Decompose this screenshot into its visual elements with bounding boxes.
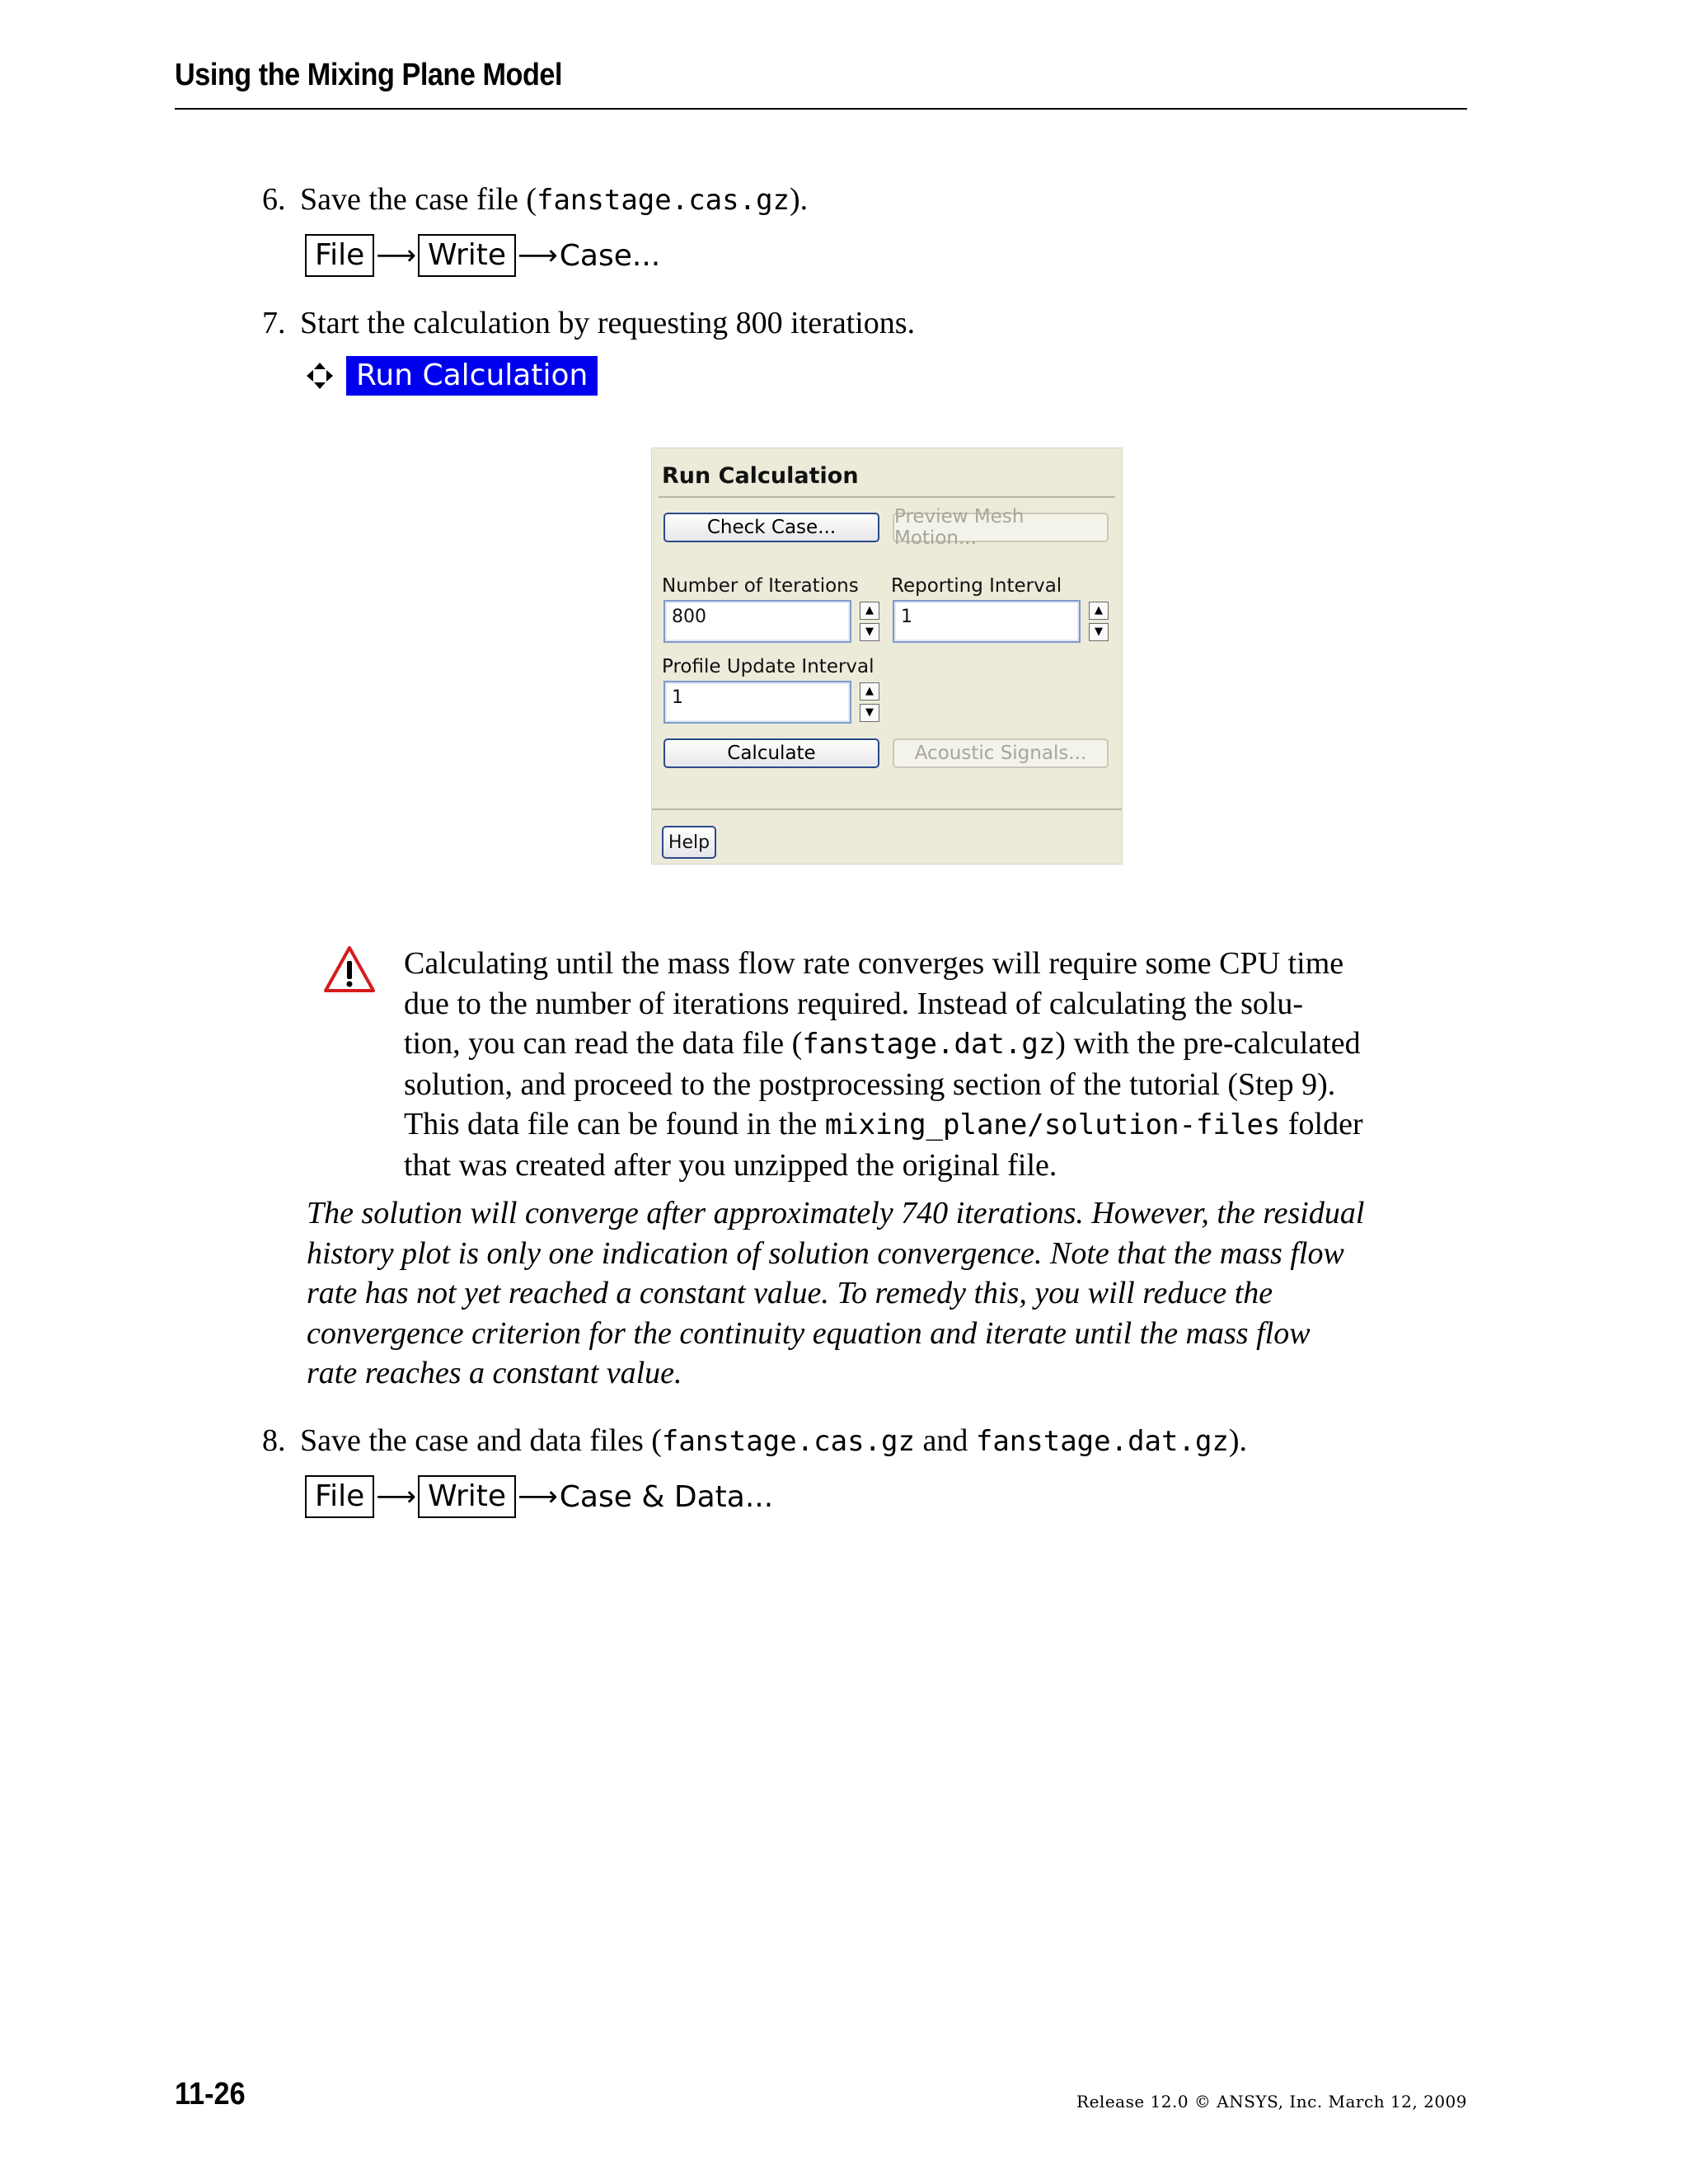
step-8-text: Save the case and data files (fanstage.cas.gz and fanstage.dat.gz). xyxy=(300,1423,1248,1458)
step-7-text: Start the calculation by requesting 800 iterations. xyxy=(300,306,916,340)
warning-line: This data file can be found in the mixing_plane/solution-files folder xyxy=(404,1107,1363,1141)
step-6-menu-path xyxy=(305,234,660,277)
step-6-text: Save the case file (fanstage.cas.gz). xyxy=(300,182,809,217)
dialog-separator xyxy=(659,496,1115,498)
italic-note xyxy=(307,1193,1467,1394)
step-6-number: 6. xyxy=(262,182,286,217)
menu-write[interactable]: Write xyxy=(418,234,516,277)
num-iterations-input[interactable]: 800 xyxy=(663,600,851,643)
italic-line: history plot is only one indication of solution convergence. Note that the mass flow xyxy=(307,1235,1344,1271)
dialog-title: Run Calculation xyxy=(662,463,859,489)
warning-line: Calculating until the mass flow rate converges will require some CPU time xyxy=(404,946,1344,981)
menu-arrow-icon: ⟶ xyxy=(518,1480,558,1513)
step-6-file: fanstage.cas.gz xyxy=(536,184,790,217)
step-8-file-2: fanstage.dat.gz xyxy=(975,1425,1229,1458)
reporting-interval-stepper[interactable] xyxy=(1089,602,1110,641)
menu-file[interactable]: File xyxy=(305,1475,374,1518)
spin-up-icon[interactable]: ▲ xyxy=(1089,602,1109,620)
step-7 xyxy=(262,303,915,343)
italic-line: rate reaches a constant value. xyxy=(307,1356,682,1390)
header-rule xyxy=(175,108,1467,110)
spin-down-icon[interactable]: ▼ xyxy=(860,704,879,722)
spin-up-icon[interactable]: ▲ xyxy=(860,682,879,701)
spin-up-icon[interactable]: ▲ xyxy=(860,602,879,620)
profile-update-label: Profile Update Interval xyxy=(662,656,874,677)
page-number: 11-26 xyxy=(175,2077,246,2111)
spin-down-icon[interactable]: ▼ xyxy=(860,623,879,641)
menu-arrow-icon: ⟶ xyxy=(518,239,558,272)
profile-update-stepper[interactable] xyxy=(860,682,881,722)
run-calculation-nav-button[interactable]: Run Calculation xyxy=(346,356,598,396)
italic-line: rate has not yet reached a constant value. To remedy this, you will reduce the xyxy=(307,1276,1273,1310)
preview-mesh-motion-button[interactable]: Preview Mesh Motion... xyxy=(893,513,1109,542)
step-8-number: 8. xyxy=(262,1423,286,1458)
step-6 xyxy=(262,180,808,220)
step-8-file-1: fanstage.cas.gz xyxy=(661,1425,915,1458)
run-calculation-nav-icon xyxy=(305,361,335,391)
step-8 xyxy=(262,1421,1247,1461)
menu-case[interactable]: Case... xyxy=(559,238,661,273)
reporting-interval-input[interactable]: 1 xyxy=(893,600,1081,643)
page-header-title: Using the Mixing Plane Model xyxy=(175,58,563,92)
run-calculation-dialog xyxy=(651,448,1123,865)
data-file-name: fanstage.dat.gz xyxy=(802,1028,1056,1061)
num-iterations-stepper[interactable] xyxy=(860,602,881,641)
warning-note xyxy=(404,944,1449,1185)
menu-arrow-icon: ⟶ xyxy=(376,1480,416,1513)
calculate-button[interactable]: Calculate xyxy=(663,738,879,768)
acoustic-signals-button[interactable]: Acoustic Signals... xyxy=(893,738,1109,768)
warning-line: solution, and proceed to the postprocessing section of the tutorial (Step 9). xyxy=(404,1066,1336,1102)
italic-line: The solution will converge after approximately 740 iterations. However, the residual xyxy=(307,1196,1365,1230)
menu-file[interactable]: File xyxy=(305,234,374,277)
folder-name: mixing_plane/solution-files xyxy=(824,1108,1281,1141)
warning-line: that was created after you unzipped the original file. xyxy=(404,1147,1057,1183)
check-case-button[interactable]: Check Case... xyxy=(663,513,879,542)
menu-write[interactable]: Write xyxy=(418,1475,516,1518)
reporting-interval-label: Reporting Interval xyxy=(891,575,1062,597)
menu-case-and-data[interactable]: Case & Data... xyxy=(559,1479,774,1514)
warning-line: due to the number of iterations required. Instead of calculating the solu- xyxy=(404,986,1304,1021)
step-8-menu-path xyxy=(305,1475,773,1518)
num-iterations-label: Number of Iterations xyxy=(662,575,859,597)
italic-line: convergence criterion for the continuity equation and iterate until the mass flow xyxy=(307,1315,1311,1351)
step-7-nav xyxy=(305,356,598,396)
profile-update-input[interactable]: 1 xyxy=(663,681,851,724)
warning-line: tion, you can read the data file (fanstage.dat.gz) with the pre-calculated xyxy=(404,1026,1361,1061)
step-7-number: 7. xyxy=(262,306,286,340)
menu-arrow-icon: ⟶ xyxy=(376,239,416,272)
help-button[interactable]: Help xyxy=(662,826,716,859)
spin-down-icon[interactable]: ▼ xyxy=(1089,623,1109,641)
dialog-footer-separator xyxy=(652,808,1122,810)
release-info: Release 12.0 © ANSYS, Inc. March 12, 2009 xyxy=(1076,2092,1467,2111)
warning-triangle-icon xyxy=(323,944,376,997)
